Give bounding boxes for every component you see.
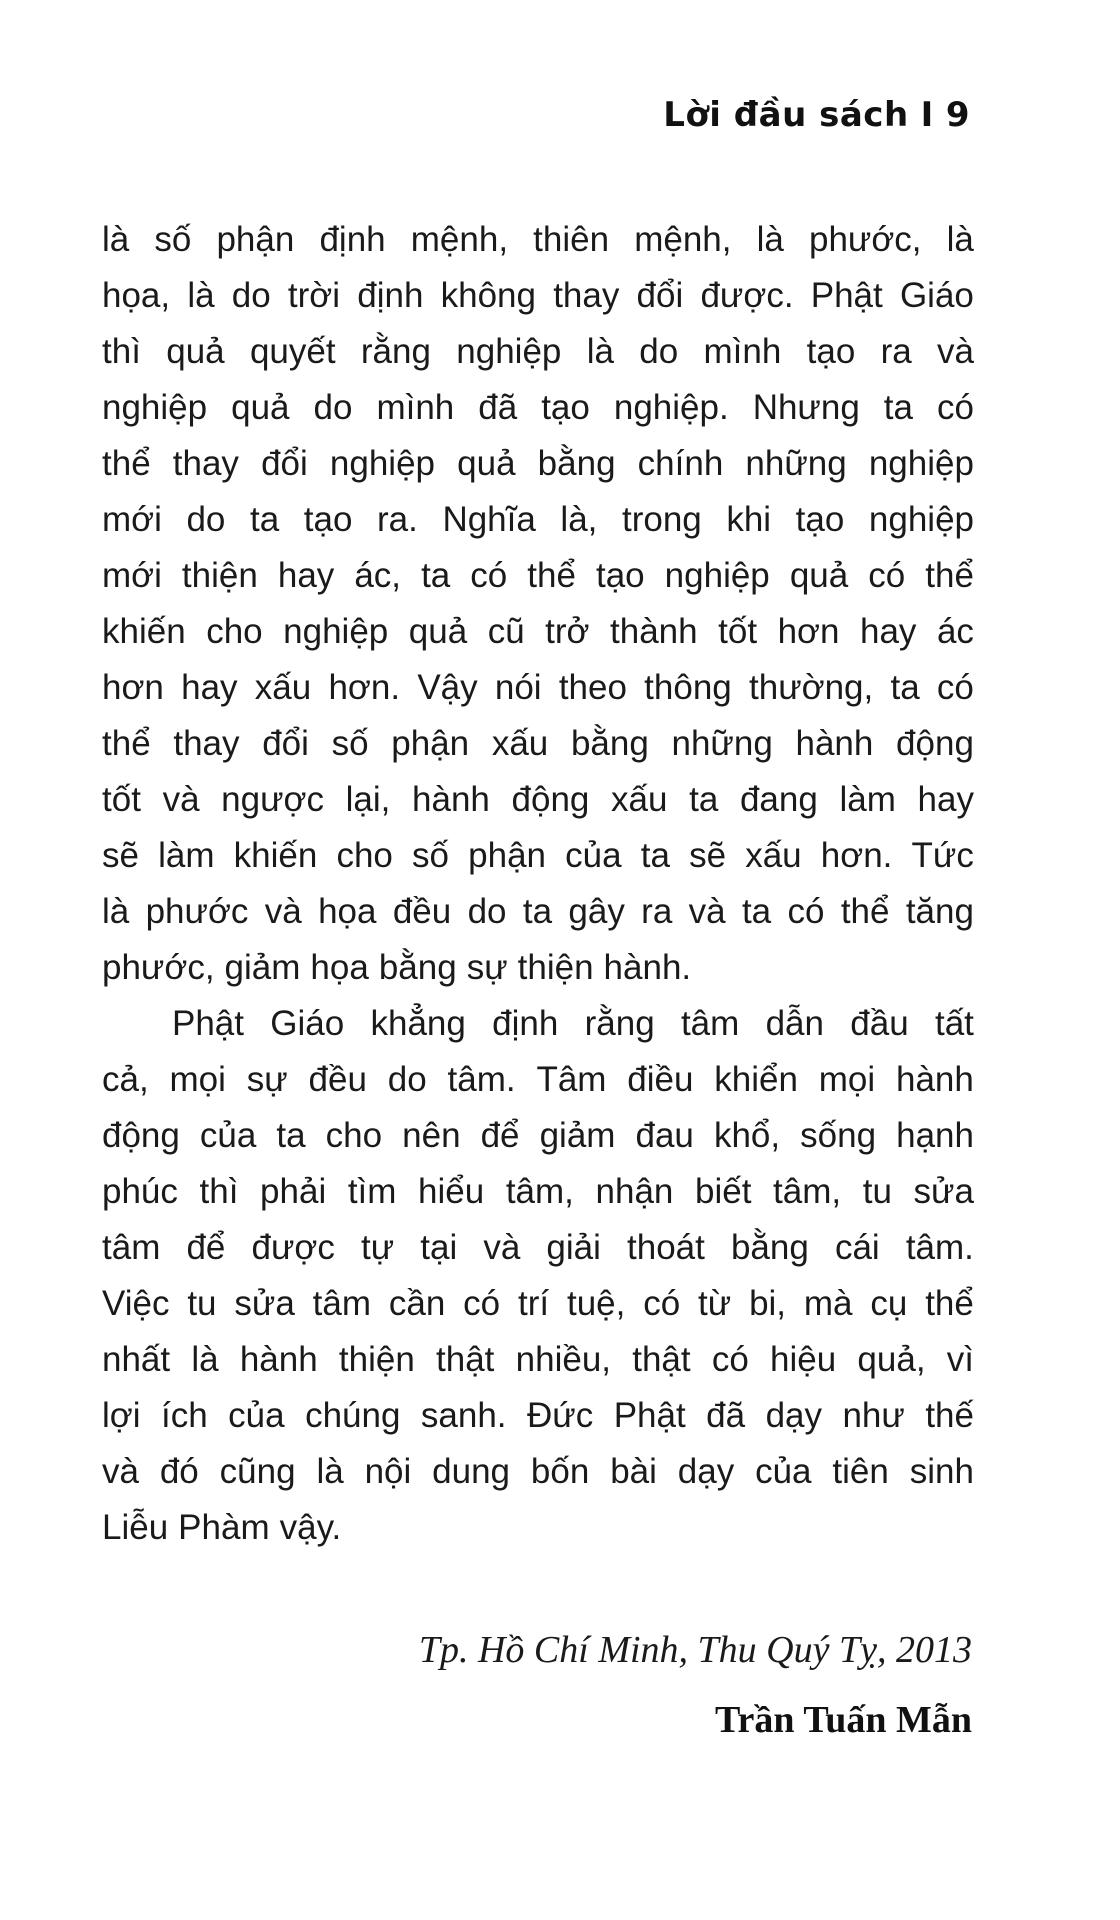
paragraph <box>102 212 974 996</box>
paragraph <box>102 996 974 1556</box>
text-line: nghiệp quả do mình đã tạo nghiệp. Nhưng ta có <box>102 388 974 427</box>
text-line: mới thiện hay ác, ta có thể tạo nghiệp quả có thể <box>102 556 974 595</box>
body-text <box>102 212 974 1556</box>
text-line: là phước và họa đều do ta gây ra và ta có thể tăng <box>102 892 974 931</box>
text-line: thể thay đổi số phận xấu bằng những hành động <box>102 724 974 763</box>
text-line: cả, mọi sự đều do tâm. Tâm điều khiển mọi hành <box>102 1060 974 1099</box>
text-line: khiến cho nghiệp quả cũ trở thành tốt hơn hay ác <box>102 612 974 651</box>
header-separator: I <box>920 95 934 135</box>
text-line: tốt và ngược lại, hành động xấu ta đang làm hay <box>102 780 974 819</box>
section-title: Lời đầu sách <box>663 95 909 135</box>
text-line: tâm để được tự tại và giải thoát bằng cái tâm. <box>102 1228 974 1267</box>
text-line: hơn hay xấu hơn. Vậy nói theo thông thường, ta có <box>102 668 974 707</box>
text-line: sẽ làm khiến cho số phận của ta sẽ xấu hơn. Tức <box>102 836 974 875</box>
text-line: thể thay đổi nghiệp quả bằng chính những nghiệp <box>102 444 974 483</box>
text-line: mới do ta tạo ra. Nghĩa là, trong khi tạo nghiệp <box>102 500 974 539</box>
text-line: họa, là do trời định không thay đổi được. Phật Giáo <box>102 276 974 315</box>
page-number: 9 <box>945 95 970 135</box>
signoff <box>419 1622 972 1748</box>
text-line: thì quả quyết rằng nghiệp là do mình tạo ra và <box>102 332 974 371</box>
text-line: động của ta cho nên để giảm đau khổ, sống hạnh <box>102 1116 974 1155</box>
text-line: và đó cũng là nội dung bốn bài dạy của tiên sinh <box>102 1452 974 1491</box>
author-name: Trần Tuấn Mẫn <box>715 1699 972 1741</box>
place-date: Tp. Hồ Chí Minh, Thu Quý Tỵ, 2013 <box>418 1629 972 1671</box>
text-line: phúc thì phải tìm hiểu tâm, nhận biết tâm, tu sửa <box>102 1172 974 1211</box>
text-line: Liễu Phàm vậy. <box>102 1508 342 1547</box>
text-line: Việc tu sửa tâm cần có trí tuệ, có từ bi, mà cụ thể <box>102 1284 974 1323</box>
text-line: lợi ích của chúng sanh. Đức Phật đã dạy như thế <box>102 1396 974 1435</box>
text-line: Phật Giáo khẳng định rằng tâm dẫn đầu tất <box>172 1004 974 1043</box>
text-line: là số phận định mệnh, thiên mệnh, là phước, là <box>102 220 974 259</box>
text-line: phước, giảm họa bằng sự thiện hành. <box>102 948 692 987</box>
running-header <box>663 95 970 135</box>
text-line: nhất là hành thiện thật nhiều, thật có hiệu quả, vì <box>102 1340 974 1379</box>
